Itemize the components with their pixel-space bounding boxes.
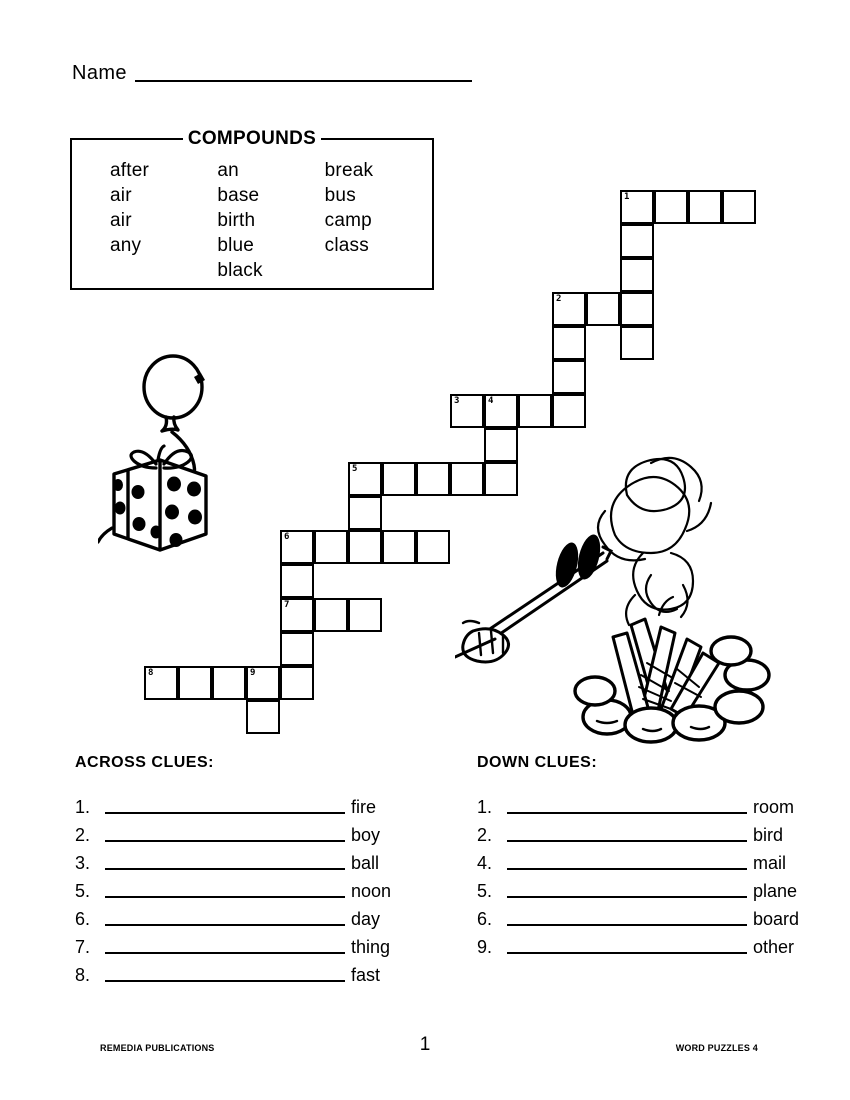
word-bank-word: break — [324, 160, 374, 181]
name-field-row — [72, 57, 472, 85]
crossword-cell-number: 6 — [284, 532, 290, 542]
crossword-cell-numbered[interactable] — [620, 190, 654, 224]
crossword-cell[interactable] — [212, 666, 246, 700]
crossword-cell[interactable] — [654, 190, 688, 224]
crossword-cell-number: 9 — [250, 668, 256, 678]
crossword-cell-number: 4 — [488, 396, 494, 406]
across-clue-answer-blank[interactable] — [105, 951, 345, 954]
page-footer — [0, 1034, 850, 1065]
across-clue-number: 6. — [75, 909, 91, 929]
across-clue-number: 2. — [75, 825, 91, 845]
across-clue-number: 5. — [75, 881, 91, 901]
across-clue-row — [75, 846, 405, 874]
crossword-cell-number: 5 — [352, 464, 358, 474]
campfire-icon — [455, 425, 805, 750]
word-bank-word: after — [110, 160, 150, 181]
down-clue-answer-blank[interactable] — [507, 895, 747, 898]
across-clue-row — [75, 790, 405, 818]
publisher-label: REMEDIA PUBLICATIONS — [100, 1043, 215, 1053]
crossword-cell[interactable] — [416, 530, 450, 564]
word-bank-word: base — [217, 185, 260, 206]
across-clue-row — [75, 874, 405, 902]
crossword-cell-numbered[interactable] — [246, 666, 280, 700]
across-clue-answer-blank[interactable] — [105, 979, 345, 982]
across-clues-list — [75, 790, 405, 986]
crossword-cell[interactable] — [620, 292, 654, 326]
down-clues-list — [477, 790, 807, 958]
crossword-cell[interactable] — [620, 224, 654, 258]
crossword-cell-numbered[interactable] — [552, 292, 586, 326]
across-clue-number: 1. — [75, 797, 91, 817]
across-clue-word: day — [351, 909, 381, 929]
down-clue-answer-blank[interactable] — [507, 923, 747, 926]
balloon-and-gift-icon — [98, 352, 288, 582]
down-clue-row — [477, 846, 807, 874]
down-clue-answer-blank[interactable] — [507, 867, 747, 870]
crossword-cell-number: 7 — [284, 600, 290, 610]
across-clue-number: 8. — [75, 965, 91, 985]
crossword-cell[interactable] — [552, 394, 586, 428]
series-label: WORD PUZZLES 4 — [675, 1043, 758, 1053]
down-clue-number: 5. — [477, 881, 493, 901]
across-clues-heading: ACROSS CLUES: — [75, 754, 214, 771]
down-clues-heading: DOWN CLUES: — [477, 754, 598, 771]
word-bank-word: bus — [324, 185, 356, 206]
word-bank-box — [70, 128, 434, 290]
crossword-cell-numbered[interactable] — [348, 462, 382, 496]
word-bank-word: air — [110, 185, 132, 206]
crossword-cell[interactable] — [382, 530, 416, 564]
down-clue-number: 1. — [477, 797, 493, 817]
crossword-cell-numbered[interactable] — [144, 666, 178, 700]
name-label: Name — [72, 62, 127, 84]
crossword-cell[interactable] — [586, 292, 620, 326]
down-clue-row — [477, 874, 807, 902]
crossword-cell[interactable] — [280, 666, 314, 700]
crossword-cell-number: 2 — [556, 294, 562, 304]
word-bank-column-1 — [110, 158, 217, 288]
across-clue-row — [75, 902, 405, 930]
crossword-cell[interactable] — [348, 496, 382, 530]
down-clue-number: 6. — [477, 909, 493, 929]
word-bank-word: any — [110, 235, 142, 256]
across-clue-number: 3. — [75, 853, 91, 873]
across-clue-number: 7. — [75, 937, 91, 957]
across-clue-answer-blank[interactable] — [105, 867, 345, 870]
word-bank-word: birth — [217, 210, 256, 231]
word-bank-word: air — [110, 210, 132, 231]
down-clue-answer-blank[interactable] — [507, 839, 747, 842]
word-bank-word: class — [324, 235, 369, 256]
crossword-cell-number: 8 — [148, 668, 154, 678]
crossword-cell[interactable] — [314, 530, 348, 564]
down-clue-word: board — [753, 909, 800, 929]
across-clue-answer-blank[interactable] — [105, 811, 345, 814]
crossword-cell[interactable] — [518, 394, 552, 428]
down-clue-row — [477, 818, 807, 846]
down-clue-word: other — [753, 937, 795, 957]
crossword-cell-numbered[interactable] — [450, 394, 484, 428]
down-clue-number: 9. — [477, 937, 493, 957]
crossword-cell[interactable] — [552, 360, 586, 394]
down-clue-answer-blank[interactable] — [507, 951, 747, 954]
crossword-cell[interactable] — [620, 326, 654, 360]
crossword-cell[interactable] — [348, 598, 382, 632]
across-clue-row — [75, 818, 405, 846]
name-write-in-line[interactable] — [135, 79, 472, 82]
crossword-cell[interactable] — [246, 700, 280, 734]
down-clue-word: plane — [753, 881, 798, 901]
crossword-cell-number: 3 — [454, 396, 460, 406]
word-bank-word: blue — [217, 235, 255, 256]
down-clue-row — [477, 790, 807, 818]
across-clue-row — [75, 930, 405, 958]
crossword-cell[interactable] — [348, 530, 382, 564]
crossword-cell-numbered[interactable] — [280, 598, 314, 632]
across-clue-word: ball — [351, 853, 380, 873]
word-bank-column-3 — [325, 158, 432, 288]
crossword-cell[interactable] — [382, 462, 416, 496]
across-clue-answer-blank[interactable] — [105, 923, 345, 926]
crossword-cell[interactable] — [314, 598, 348, 632]
across-clue-row — [75, 958, 405, 986]
down-clue-number: 4. — [477, 853, 493, 873]
down-clue-word: bird — [753, 825, 784, 845]
across-clue-answer-blank[interactable] — [105, 895, 345, 898]
down-clue-row — [477, 930, 807, 958]
across-clue-word: fast — [351, 965, 381, 985]
word-bank-title: COMPOUNDS — [183, 128, 321, 150]
across-clue-word: noon — [351, 881, 392, 901]
down-clue-answer-blank[interactable] — [507, 811, 747, 814]
down-clue-number: 2. — [477, 825, 493, 845]
across-clue-answer-blank[interactable] — [105, 839, 345, 842]
word-bank-word: camp — [324, 210, 372, 231]
crossword-cell[interactable] — [280, 632, 314, 666]
word-bank-word: an — [217, 160, 239, 181]
across-clue-word: fire — [351, 797, 377, 817]
crossword-cell[interactable] — [688, 190, 722, 224]
down-clue-word: room — [753, 797, 795, 817]
crossword-cell[interactable] — [416, 462, 450, 496]
down-clue-row — [477, 902, 807, 930]
word-bank-column-2 — [217, 158, 324, 288]
down-clue-word: mail — [753, 853, 787, 873]
crossword-cell[interactable] — [552, 326, 586, 360]
word-bank-columns — [72, 140, 432, 288]
crossword-cell-numbered[interactable] — [484, 394, 518, 428]
crossword-cell[interactable] — [178, 666, 212, 700]
across-clue-word: boy — [351, 825, 381, 845]
page-number: 1 — [419, 1034, 431, 1055]
crossword-cell[interactable] — [620, 258, 654, 292]
crossword-cell[interactable] — [722, 190, 756, 224]
crossword-cell-number: 1 — [624, 192, 630, 202]
word-bank-word: black — [217, 260, 263, 281]
across-clue-word: thing — [351, 937, 391, 957]
